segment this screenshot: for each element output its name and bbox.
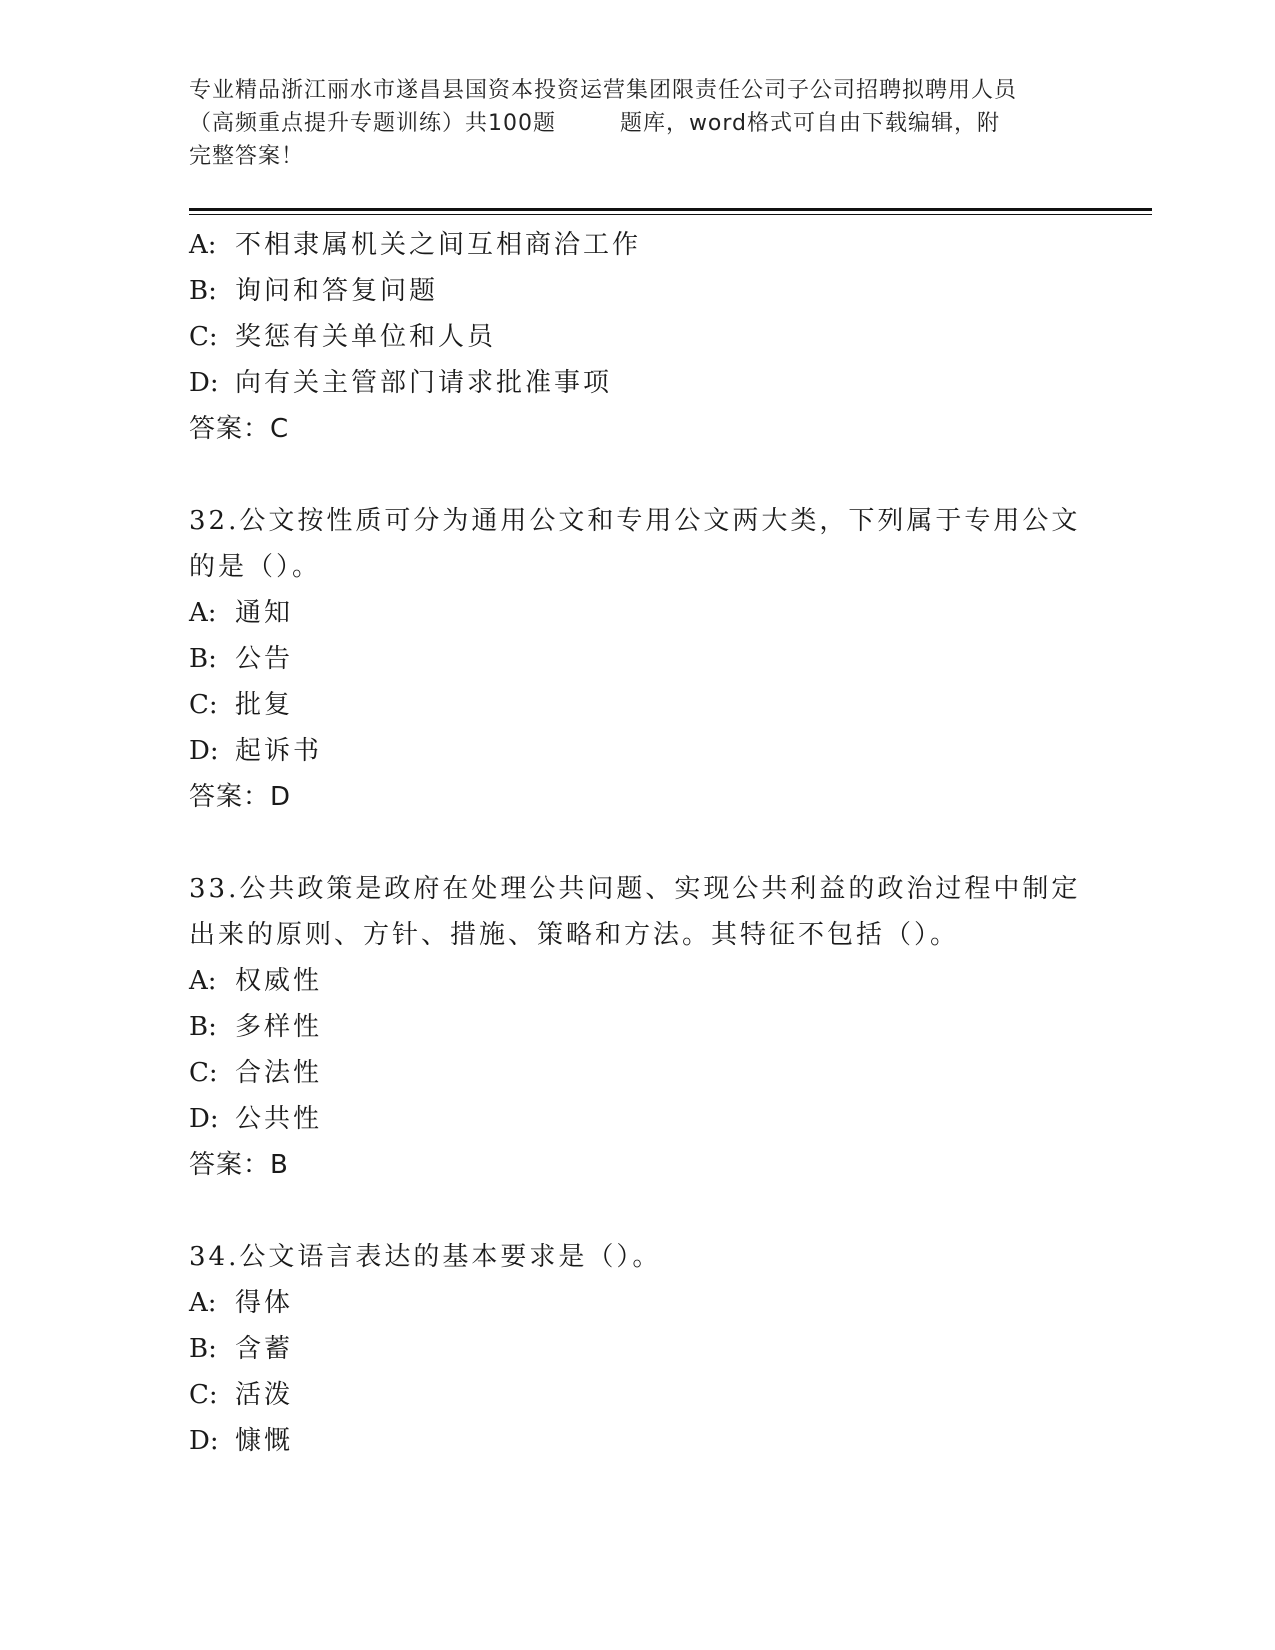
option-letter: B: [189, 1334, 217, 1364]
option-text: 询问和答复问题 [235, 276, 439, 306]
question-list [189, 222, 1089, 1464]
option-letter: B: [189, 276, 217, 306]
option-a [189, 590, 1089, 636]
question-stem-line: 33.公共政策是政府在处理公共问题、实现公共利益的政治过程中制定 [189, 874, 1081, 904]
option-letter: D: [189, 368, 219, 398]
option-letter: A: [189, 230, 217, 260]
option-text: 通知 [235, 598, 294, 628]
option-letter: C: [189, 1058, 218, 1088]
option-letter: D: [189, 1426, 219, 1456]
question-stem-line: 出来的原则、方针、措施、策略和方法。其特征不包括（）。 [189, 920, 960, 950]
answer-line: 答案：D [189, 782, 292, 812]
option-letter: C: [189, 1380, 218, 1410]
header-line-3: 完整答案！ [189, 144, 305, 169]
answer-line: 答案：C [189, 414, 290, 444]
answer-line: 答案：B [189, 1150, 289, 1180]
option-text: 向有关主管部门请求批准事项 [235, 368, 613, 398]
option-letter: D: [189, 1104, 219, 1134]
document-header [189, 74, 1109, 173]
option-text: 不相隶属机关之间互相商洽工作 [235, 230, 642, 260]
question-stem-line: 的是（）。 [189, 552, 322, 582]
option-text: 慷慨 [235, 1426, 294, 1456]
option-letter: C: [189, 690, 218, 720]
option-d [189, 1096, 1089, 1142]
option-text: 含蓄 [235, 1334, 294, 1364]
question-stem-line: 34.公文语言表达的基本要求是（）。 [189, 1242, 662, 1272]
option-letter: B: [189, 1012, 217, 1042]
option-letter: A: [189, 966, 217, 996]
option-letter: B: [189, 644, 217, 674]
option-text: 权威性 [235, 966, 323, 996]
option-d [189, 728, 1089, 774]
option-text: 起诉书 [235, 736, 323, 766]
option-b [189, 636, 1089, 682]
question-stem-line: 32.公文按性质可分为通用公文和专用公文两大类，下列属于专用公文 [189, 506, 1081, 536]
option-c [189, 1372, 1089, 1418]
header-line-2: （高频重点提升专题训练）共100题 题库，word格式可自由下载编辑，附 [189, 111, 1001, 136]
option-c [189, 1050, 1089, 1096]
option-text: 多样性 [235, 1012, 323, 1042]
option-letter: A: [189, 1288, 217, 1318]
option-text: 奖惩有关单位和人员 [235, 322, 497, 352]
header-line-1: 专业精品浙江丽水市遂昌县国资本投资运营集团限责任公司子公司招聘拟聘用人员 [189, 78, 1018, 103]
option-d [189, 1418, 1089, 1464]
option-text: 合法性 [235, 1058, 323, 1088]
option-a [189, 222, 1089, 268]
option-c [189, 314, 1089, 360]
header-divider-thin [189, 214, 1152, 215]
option-d [189, 360, 1089, 406]
option-a [189, 958, 1089, 1004]
option-b [189, 1326, 1089, 1372]
header-divider-thick [189, 208, 1152, 211]
option-a [189, 1280, 1089, 1326]
option-letter: A: [189, 598, 217, 628]
option-letter: D: [189, 736, 219, 766]
option-b [189, 1004, 1089, 1050]
option-letter: C: [189, 322, 218, 352]
option-text: 得体 [235, 1288, 294, 1318]
option-c [189, 682, 1089, 728]
option-text: 公告 [235, 644, 294, 674]
option-b [189, 268, 1089, 314]
option-text: 公共性 [235, 1104, 323, 1134]
option-text: 活泼 [235, 1380, 294, 1410]
option-text: 批复 [235, 690, 294, 720]
